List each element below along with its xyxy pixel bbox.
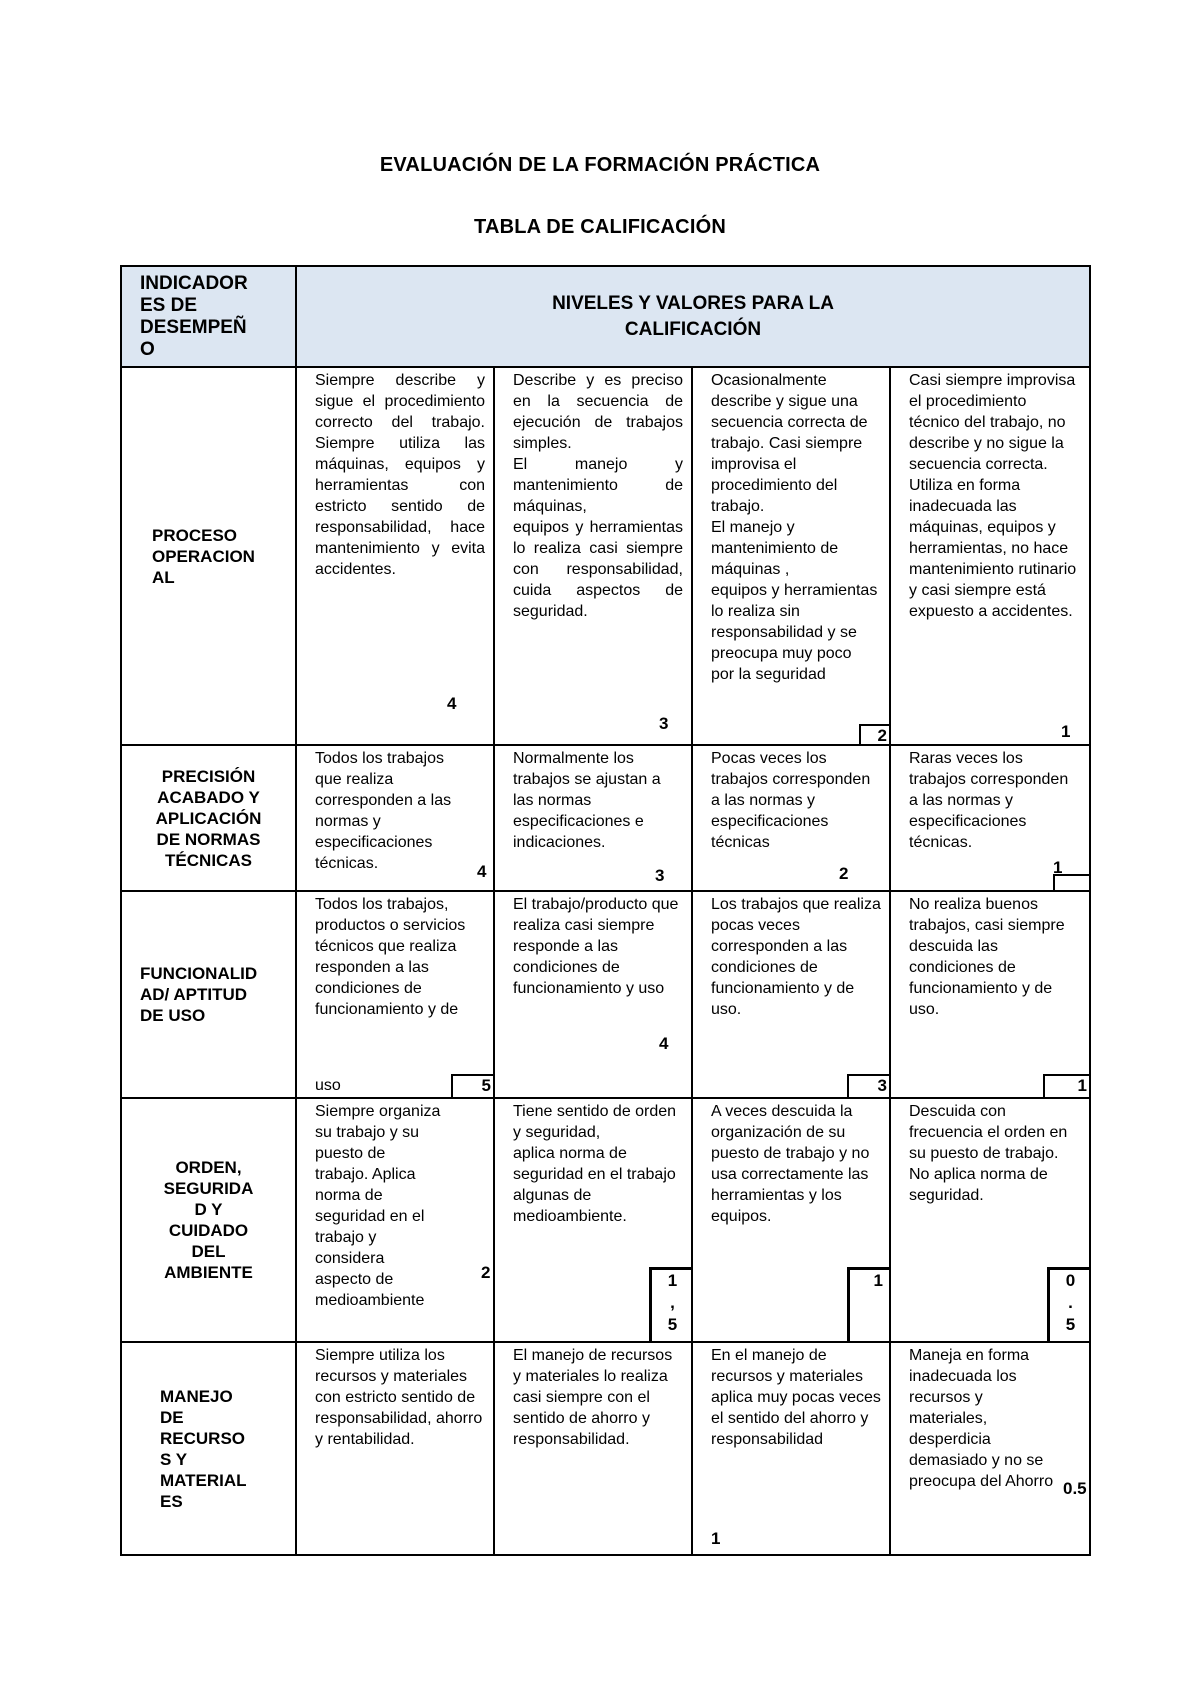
score-box: 5 <box>451 1074 495 1099</box>
cell-level-4 <box>890 367 1090 745</box>
score-value: 0.5 <box>1063 1479 1087 1498</box>
cell-level-2 <box>494 367 692 745</box>
cell-description: Casi siempre improvisa el procedimiento técnico del trabajo, no describe y no sigue la secuencia correcta. Utiliza en forma inadecuada las máquinas, equipos y herramientas, no hace mantenimiento rutinario y casi siempre está expuesto a accidentes. <box>909 372 1077 620</box>
score-value: 2 <box>839 864 849 883</box>
indicator-proceso-operacional: PROCESO OPERACION AL <box>121 367 296 745</box>
cell-level-3 <box>692 1342 890 1555</box>
cell-description: Maneja en forma inadecuada los recursos y materiales, desperdicia demasiado y no se preocupa del Ahorro <box>909 1347 1054 1490</box>
cell-description: Siempre utiliza los recursos y materiales con estricto sentido de responsabilidad, ahorro y rentabilidad. <box>315 1347 483 1448</box>
cell-description: A veces descuida la organización de su puesto de trabajo y no usa correctamente las herramientas y los equipos. <box>711 1103 870 1225</box>
score-value: 3 <box>659 714 669 733</box>
indicator-funcionalidad: FUNCIONALID AD/ APTITUD DE USO <box>121 891 296 1098</box>
cell-level-1 <box>296 367 494 745</box>
indicator-manejo-recursos: MANEJO DE RECURSO S Y MATERIAL ES <box>121 1342 296 1555</box>
cell-description: Los trabajos que realiza pocas veces corresponden a las condiciones de funcionamiento y de uso. <box>711 896 881 1018</box>
cell-level-3 <box>692 745 890 891</box>
score-box: 3 <box>847 1074 891 1099</box>
document-title: EVALUACIÓN DE LA FORMACIÓN PRÁCTICA <box>379 154 821 176</box>
cell-description: Todos los trabajos que realiza corresponden a las normas y especificaciones técnicas. <box>315 750 452 872</box>
cell-level-2 <box>494 1342 692 1555</box>
score-value: 1 <box>1061 722 1071 741</box>
score-value: 4 <box>447 694 457 713</box>
cell-level-2 <box>494 745 692 891</box>
cell-description: Raras veces los trabajos corresponden a las normas y especificaciones técnicas. <box>909 750 1069 851</box>
score-value: 1 <box>711 1529 721 1548</box>
cell-description: Tiene sentido de orden y seguridad, aplica norma de seguridad en el trabajo algunas de medioambiente. <box>513 1103 677 1225</box>
score-value: 3 <box>655 866 665 885</box>
indicator-orden-seguridad: ORDEN, SEGURIDA D Y CUIDADO DEL AMBIENTE <box>121 1098 296 1342</box>
cell-description: No realiza buenos trabajos, casi siempre descuida las condiciones de funcionamiento y de uso. <box>909 896 1065 1018</box>
indicator-precision: PRECISIÓN ACABADO Y APLICACIÓN DE NORMAS TÉCNICAS <box>121 745 296 891</box>
cell-level-1 <box>296 1342 494 1555</box>
cell-description: Describe y es preciso en la secuencia de ejecución de trabajos simples. El manejo y mantenimiento de máquinas, equipos y herramientas lo realiza casi siempre con responsabilidad, cuida aspectos de seguridad. <box>513 372 683 620</box>
cell-description: Ocasionalmente describe y sigue una secuencia correcta de trabajo. Casi siempre improvisa el procedimiento del trabajo. El manejo y mantenimiento de máquinas , equipos y herramientas lo realiza sin responsabilidad y se preocupa muy poco por la seguridad <box>711 372 878 683</box>
cell-level-2 <box>494 891 692 1098</box>
cell-level-4 <box>890 745 1090 891</box>
cell-level-4 <box>890 1098 1090 1342</box>
cell-level-1 <box>296 1098 494 1342</box>
cell-level-3 <box>692 367 890 745</box>
score-value: 1 <box>1053 858 1063 877</box>
cell-description: Siempre organiza su trabajo y su puesto de trabajo. Aplica norma de seguridad en el trabajo y considera aspecto de medioambiente <box>315 1103 441 1309</box>
cell-level-1 <box>296 745 494 891</box>
cell-description: El manejo de recursos y materiales lo realiza casi siempre con el sentido de ahorro y responsabilidad. <box>513 1347 673 1448</box>
grading-table <box>120 265 1091 1556</box>
score-box: 1 <box>847 1267 891 1343</box>
score-box: 2 <box>859 724 891 746</box>
cell-description: En el manejo de recursos y materiales aplica muy pocas veces el sentido del ahorro y responsabilidad <box>711 1347 881 1448</box>
cell-description: Todos los trabajos, productos o servicios técnicos que realiza responden a las condiciones de funcionamiento y de <box>315 896 466 1018</box>
document-subtitle: TABLA DE CALIFICACIÓN <box>474 216 726 238</box>
cell-description: Descuida con frecuencia el orden en su puesto de trabajo. No aplica norma de seguridad. <box>909 1103 1068 1204</box>
cell-description: Normalmente los trabajos se ajustan a las normas especificaciones e indicaciones. <box>513 750 661 851</box>
cell-level-3 <box>692 1098 890 1342</box>
cell-level-4 <box>890 1342 1090 1555</box>
cell-description-tail: uso <box>315 1077 341 1094</box>
cell-description: El trabajo/producto que realiza casi siempre responde a las condiciones de funcionamiento y uso <box>513 896 679 997</box>
score-value: 4 <box>659 1034 669 1053</box>
cell-level-2 <box>494 1098 692 1342</box>
score-box: 0 . 5 <box>1047 1267 1091 1343</box>
score-value: 2 <box>481 1263 491 1282</box>
cell-description: Siempre describe y sigue el procedimiento correcto del trabajo. Siempre utiliza las máquinas, equipos y herramientas con estricto sentido de responsabilidad, hace mantenimiento y evita accidentes. <box>315 372 485 578</box>
score-box: 1 <box>1043 1074 1091 1099</box>
cell-description: Pocas veces los trabajos corresponden a las normas y especificaciones técnicas <box>711 750 871 851</box>
header-indicators: INDICADOR ES DE DESEMPEÑ O <box>121 266 296 367</box>
cell-level-3 <box>692 891 890 1098</box>
cell-level-1 <box>296 891 494 1098</box>
score-box <box>1053 874 1091 892</box>
cell-level-4 <box>890 891 1090 1098</box>
header-levels: NIVELES Y VALORES PARA LA CALIFICACIÓN <box>296 266 1090 367</box>
score-box: 1 , 5 <box>649 1267 693 1343</box>
score-value: 4 <box>477 862 487 881</box>
